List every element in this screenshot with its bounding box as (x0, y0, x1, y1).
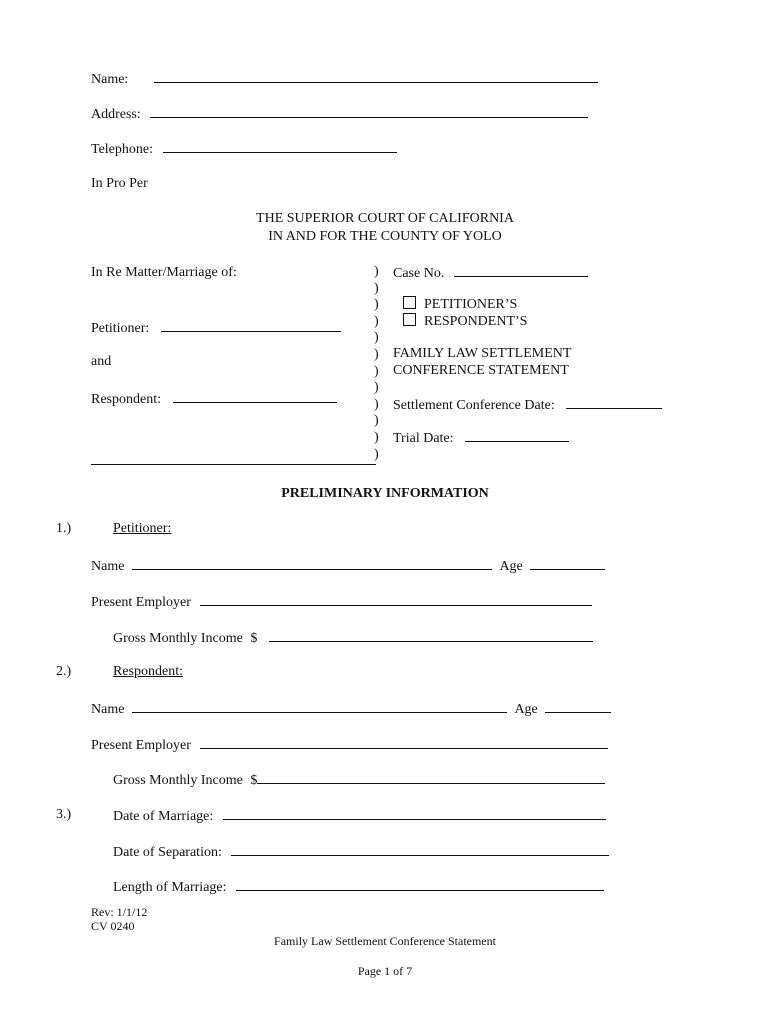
respondent-name-row (91, 700, 611, 718)
separation-date-row (113, 843, 609, 861)
page-number: Page 1 of 7 (357, 964, 413, 978)
paren: ) (374, 380, 379, 396)
marriage-date-field[interactable] (223, 807, 606, 820)
respondents-option[interactable] (403, 313, 527, 330)
respondents-checkbox[interactable] (403, 313, 416, 326)
caption-divider (374, 264, 384, 463)
marriage-length-label: Length of Marriage: (113, 880, 227, 895)
revision-date: Rev: 1/1/12 (91, 905, 148, 919)
petitioner-field[interactable] (161, 319, 341, 332)
court-name: THE SUPERIOR COURT OF CALIFORNIA (256, 211, 514, 226)
petitioner-name-field[interactable] (132, 557, 492, 570)
respondent-label: Respondent: (91, 392, 161, 407)
petitioner-name-row (91, 557, 605, 575)
footer-form-title: Family Law Settlement Conference Statement (274, 934, 496, 948)
respondent-income-row (113, 771, 605, 789)
statement-title-line2: CONFERENCE STATEMENT (393, 363, 569, 378)
item-number: 1.) (56, 521, 72, 536)
paren: ) (374, 297, 379, 313)
respondent-age-label: Age (514, 702, 538, 717)
caption-underline (91, 452, 376, 465)
trial-date-row (393, 429, 569, 447)
petitioner-age-field[interactable] (530, 557, 605, 570)
telephone-row (91, 140, 397, 158)
currency-symbol: $ (250, 631, 258, 646)
section-heading: PRELIMINARY INFORMATION (281, 486, 489, 501)
paren: ) (374, 413, 379, 429)
form-number: CV 0240 (91, 919, 135, 933)
case-no-field[interactable] (454, 264, 588, 277)
address-label: Address: (91, 107, 141, 122)
paren: ) (374, 330, 379, 346)
case-no-label: Case No. (393, 266, 445, 281)
name-label: Name: (91, 72, 129, 87)
case-no-row (393, 264, 588, 282)
marriage-date-label: Date of Marriage: (113, 809, 214, 824)
respondent-employer-field[interactable] (200, 736, 608, 749)
petitioner-row (91, 319, 341, 337)
court-county: IN AND FOR THE COUNTY OF YOLO (268, 229, 502, 244)
in-pro-per: In Pro Per (91, 176, 148, 191)
petitioner-employer-row (91, 593, 592, 611)
respondent-name-field[interactable] (132, 700, 507, 713)
petitioner-income-row (113, 629, 593, 647)
separation-date-field[interactable] (231, 843, 609, 856)
petitioners-checkbox[interactable] (403, 296, 416, 309)
petitioner-employer-label: Present Employer (91, 595, 191, 610)
petitioner-label: Petitioner: (91, 321, 150, 336)
paren: ) (374, 429, 379, 445)
and-label: and (91, 354, 112, 369)
petitioner-employer-field[interactable] (200, 593, 592, 606)
petitioners-option[interactable] (403, 296, 517, 313)
respondent-age-field[interactable] (545, 700, 611, 713)
trial-date-field[interactable] (465, 429, 569, 442)
paren: ) (374, 264, 379, 279)
address-field[interactable] (150, 105, 588, 118)
paren: ) (374, 363, 379, 379)
paren: ) (374, 446, 379, 462)
respondents-option-label: RESPONDENT’S (424, 314, 528, 329)
petitioner-income-label: Gross Monthly Income (113, 631, 243, 646)
paren: ) (374, 346, 379, 362)
item-number: 2.) (56, 664, 72, 679)
petitioners-option-label: PETITIONER’S (424, 297, 518, 312)
marriage-date-row (113, 807, 606, 825)
petitioner-income-field[interactable] (269, 629, 593, 642)
paren: ) (374, 280, 379, 296)
petitioner-name-label: Name (91, 559, 125, 574)
respondent-employer-row (91, 736, 608, 754)
currency-symbol: $ (250, 773, 258, 788)
respondent-name-label: Name (91, 702, 125, 717)
telephone-field[interactable] (163, 140, 397, 153)
settlement-date-label: Settlement Conference Date: (393, 398, 555, 413)
petitioner-age-label: Age (499, 559, 523, 574)
trial-date-label: Trial Date: (393, 431, 454, 446)
address-row (91, 105, 588, 123)
respondent-section-title: Respondent: (113, 664, 183, 679)
respondent-row (91, 390, 337, 408)
paren: ) (374, 396, 379, 412)
name-row (91, 70, 598, 88)
name-field[interactable] (154, 70, 598, 83)
item-number: 3.) (56, 807, 72, 822)
respondent-income-field[interactable] (257, 771, 605, 784)
in-re-label: In Re Matter/Marriage of: (91, 265, 237, 280)
separation-date-label: Date of Separation: (113, 845, 222, 860)
respondent-income-label: Gross Monthly Income (113, 773, 243, 788)
marriage-length-row (113, 878, 604, 896)
respondent-employer-label: Present Employer (91, 738, 191, 753)
statement-title-line1: FAMILY LAW SETTLEMENT (393, 346, 572, 361)
paren: ) (374, 313, 379, 329)
telephone-label: Telephone: (91, 142, 153, 157)
marriage-length-field[interactable] (236, 878, 604, 891)
petitioner-section-title: Petitioner: (113, 521, 172, 536)
settlement-date-row (393, 396, 662, 414)
respondent-field[interactable] (173, 390, 337, 403)
settlement-date-field[interactable] (566, 396, 662, 409)
